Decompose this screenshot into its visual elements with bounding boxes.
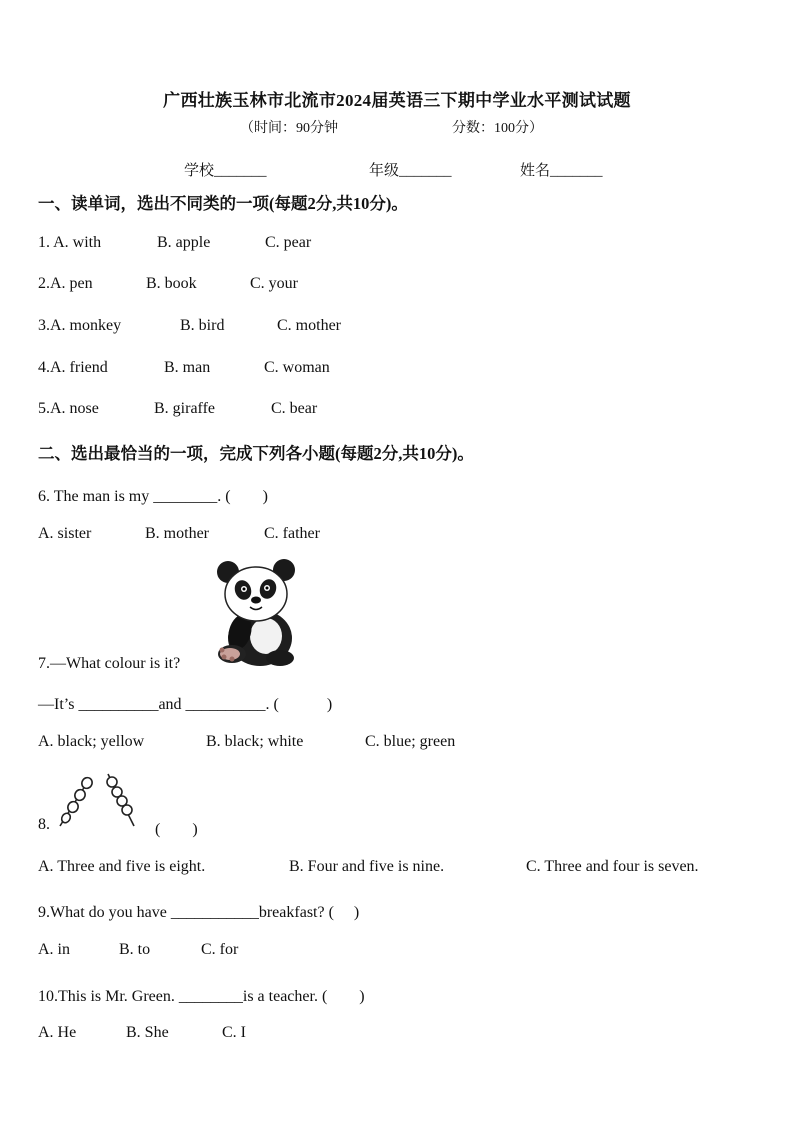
panda-illustration [210, 558, 306, 668]
q8-option-a: A. Three and five is eight. [38, 858, 206, 875]
section2-heading: 二、选出最恰当的一项，完成下列各小题(每题2分,共10分)。 [38, 444, 474, 463]
q9-option-a: A. in [38, 941, 70, 958]
section1-heading: 一、读单词，选出不同类的一项(每题2分,共10分)。 [38, 194, 408, 213]
q7-stem-answer: —It’s __________and __________. ( ) [38, 696, 333, 713]
page-title: 广西壮族玉林市北流市2024届英语三下期中学业水平测试试题 [163, 91, 631, 110]
q10-option-a: A. He [38, 1024, 77, 1041]
q1-option-a: 1. A. with [38, 234, 102, 251]
q9-option-b: B. to [119, 941, 151, 958]
q9-option-c: C. for [201, 941, 239, 958]
q9-stem: 9.What do you have ___________breakfast? ( ) [38, 904, 360, 921]
q1-option-c: C. pear [265, 234, 312, 251]
q8-answer-paren: ( ) [155, 821, 198, 838]
q3-option-a: 3.A. monkey [38, 317, 122, 334]
q6-option-c: C. father [264, 525, 320, 542]
q7-stem-question: 7.—What colour is it? [38, 655, 181, 672]
q8-option-c: C. Three and four is seven. [526, 858, 699, 875]
grade-field: 年级_______ [369, 163, 452, 179]
q5-option-c: C. bear [271, 400, 318, 417]
school-field: 学校_______ [184, 163, 267, 179]
q2-option-c: C. your [250, 275, 298, 292]
q2-option-b: B. book [146, 275, 197, 292]
q7-option-b: B. black; white [206, 733, 304, 750]
q10-option-c: C. I [222, 1024, 246, 1041]
q5-option-a: 5.A. nose [38, 400, 99, 417]
name-field: 姓名_______ [520, 163, 603, 179]
q3-option-c: C. mother [277, 317, 341, 334]
q10-option-b: B. She [126, 1024, 169, 1041]
exam-score: 分数：100分） [452, 121, 543, 136]
q7-option-c: C. blue; green [365, 733, 456, 750]
q8-option-b: B. Four and five is nine. [289, 858, 445, 875]
q4-option-a: 4.A. friend [38, 359, 108, 376]
q1-option-b: B. apple [157, 234, 211, 251]
q6-stem: 6. The man is my ________. ( ) [38, 488, 268, 505]
q8-number: 8. [38, 816, 50, 833]
q6-option-a: A. sister [38, 525, 92, 542]
q3-option-b: B. bird [180, 317, 225, 334]
q4-option-b: B. man [164, 359, 211, 376]
q5-option-b: B. giraffe [154, 400, 216, 417]
skewers-illustration [56, 770, 140, 832]
q4-option-c: C. woman [264, 359, 330, 376]
exam-time: （时间：90分钟 [240, 121, 338, 136]
q7-option-a: A. black; yellow [38, 733, 145, 750]
q10-stem: 10.This is Mr. Green. ________is a teacher. ( ) [38, 988, 365, 1005]
q2-option-a: 2.A. pen [38, 275, 93, 292]
q6-option-b: B. mother [145, 525, 209, 542]
